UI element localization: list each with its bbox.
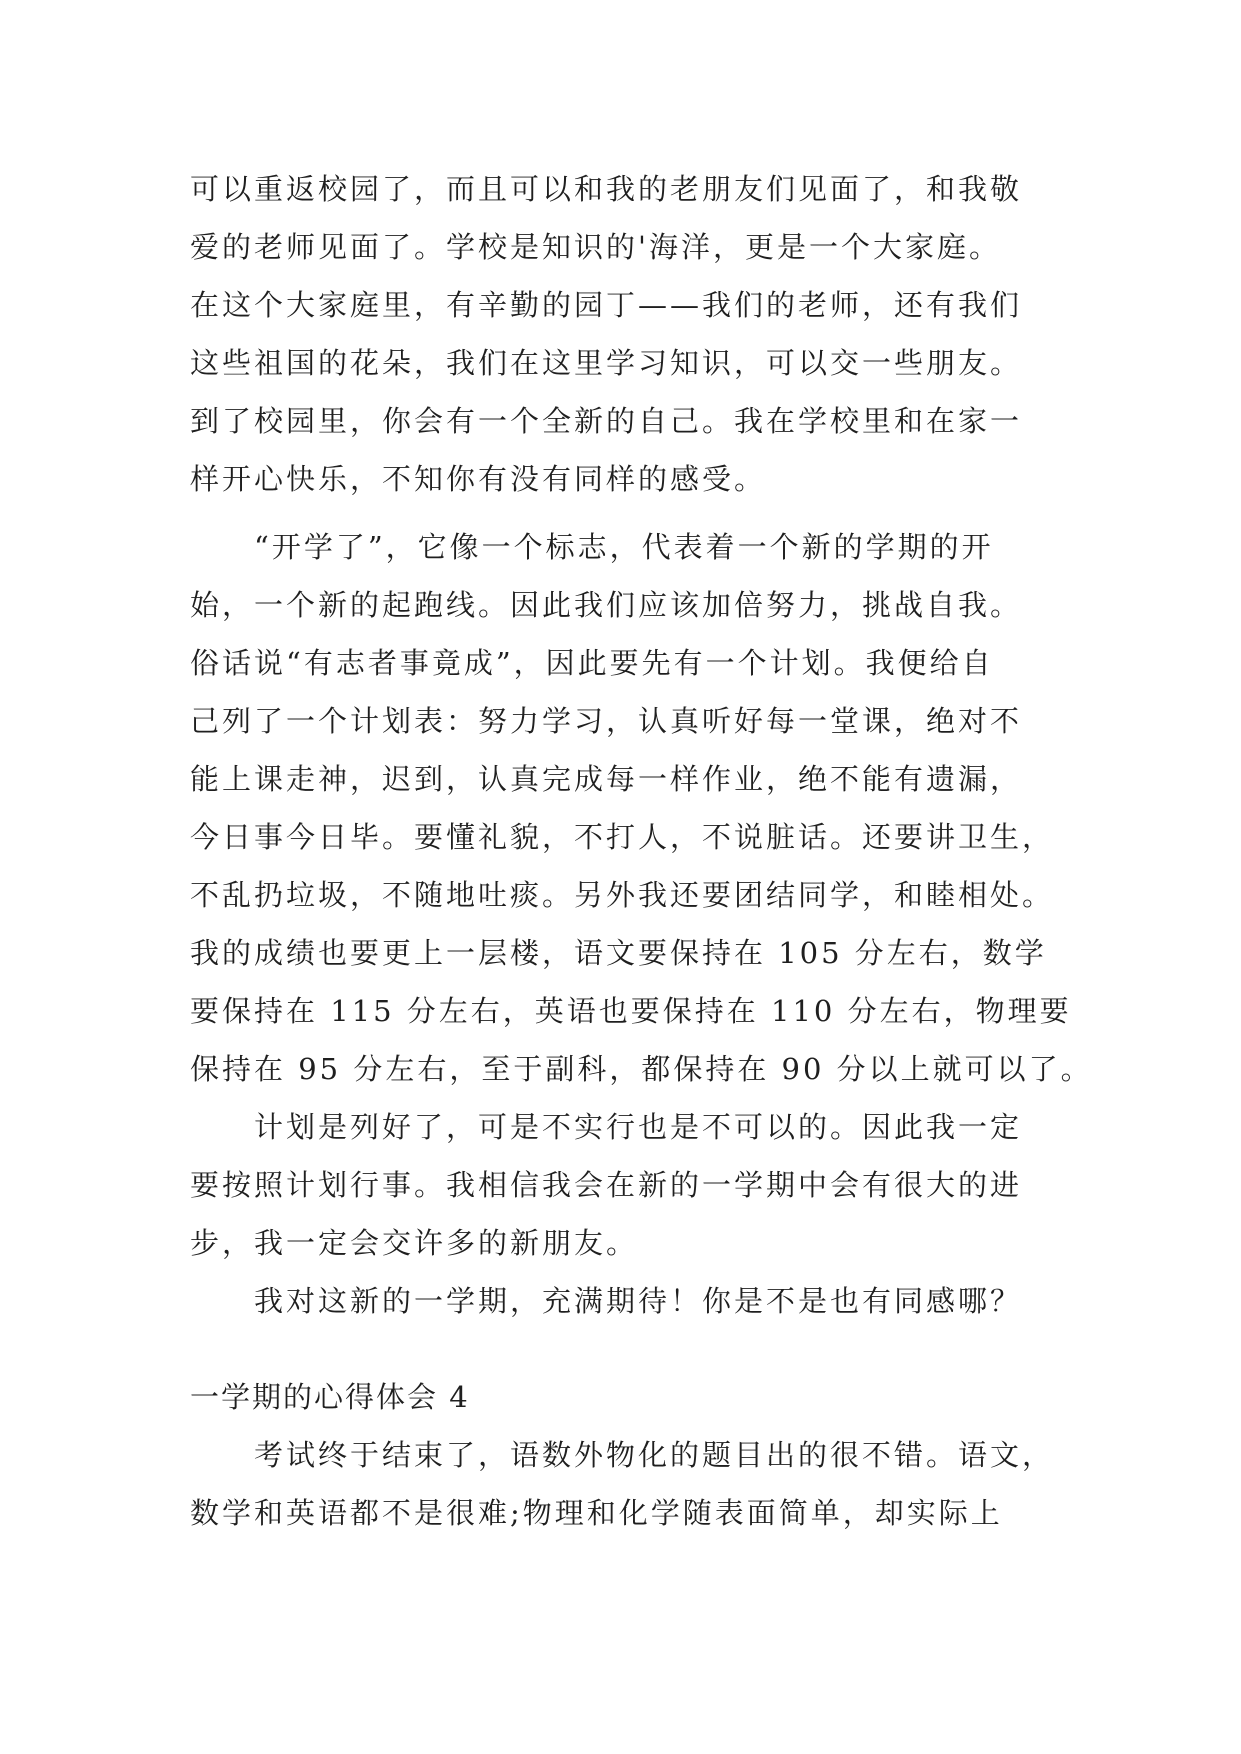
paragraph-line: 考试终于结束了，语数外物化的题目出的很不错。语文， bbox=[254, 1438, 1055, 1472]
paragraph-1 bbox=[190, 160, 1070, 508]
paragraph-line: 我的成绩也要更上一层楼，语文要保持在 105 分左右，数学 bbox=[190, 936, 1047, 970]
paragraph-line: 不乱扔垃圾，不随地吐痰。另外我还要团结同学，和睦相处。 bbox=[190, 878, 1055, 912]
paragraph-line: 我对这新的一学期，充满期待！你是不是也有同感哪？ bbox=[254, 1284, 1023, 1318]
paragraph-line: 样开心快乐，不知你有没有同样的感受。 bbox=[190, 462, 767, 496]
paragraph-line: 爱的老师见面了。学校是知识的'海洋，更是一个大家庭。 bbox=[190, 230, 1001, 264]
paragraph-line: 保持在 95 分左右，至于副科，都保持在 90 分以上就可以了。 bbox=[190, 1052, 1093, 1086]
paragraph-line: “开学了”，它像一个标志，代表着一个新的学期的开 bbox=[254, 530, 994, 564]
paragraph-line: 数学和英语都不是很难;物理和化学随表面简单，却实际上 bbox=[190, 1496, 1003, 1530]
paragraph-spacer bbox=[190, 508, 1070, 518]
paragraph-line: 计划是列好了，可是不实行也是不可以的。因此我一定 bbox=[254, 1110, 1023, 1144]
paragraph-3 bbox=[190, 1098, 1070, 1272]
paragraph-line: 要按照计划行事。我相信我会在新的一学期中会有很大的进 bbox=[190, 1168, 1023, 1202]
paragraph-line: 可以重返校园了，而且可以和我的老朋友们见面了，和我敬 bbox=[190, 172, 1023, 206]
paragraph-line: 始，一个新的起跑线。因此我们应该加倍努力，挑战自我。 bbox=[190, 588, 1023, 622]
paragraph-line: 己列了一个计划表：努力学习，认真听好每一堂课，绝对不 bbox=[190, 704, 1023, 738]
paragraph-line: 到了校园里，你会有一个全新的自己。我在学校里和在家一 bbox=[190, 404, 1023, 438]
section-spacer bbox=[190, 1330, 1070, 1368]
paragraph-line: 在这个大家庭里，有辛勤的园丁——我们的老师，还有我们 bbox=[190, 288, 1023, 322]
section-heading: 一学期的心得体会 4 bbox=[190, 1380, 470, 1414]
paragraph-line: 俗话说“有志者事竟成”，因此要先有一个计划。我便给自 bbox=[190, 646, 994, 680]
paragraph-line: 这些祖国的花朵，我们在这里学习知识，可以交一些朋友。 bbox=[190, 346, 1023, 380]
paragraph-2 bbox=[190, 518, 1093, 1098]
paragraph-5 bbox=[190, 1426, 1070, 1542]
document-body bbox=[190, 160, 1093, 1542]
paragraph-line: 今日事今日毕。要懂礼貌，不打人，不说脏话。还要讲卫生， bbox=[190, 820, 1055, 854]
paragraph-line: 要保持在 115 分左右，英语也要保持在 110 分左右，物理要 bbox=[190, 994, 1072, 1028]
paragraph-4 bbox=[190, 1272, 1070, 1330]
paragraph-line: 能上课走神，迟到，认真完成每一样作业，绝不能有遗漏， bbox=[190, 762, 1023, 796]
paragraph-line: 步，我一定会交许多的新朋友。 bbox=[190, 1226, 639, 1260]
